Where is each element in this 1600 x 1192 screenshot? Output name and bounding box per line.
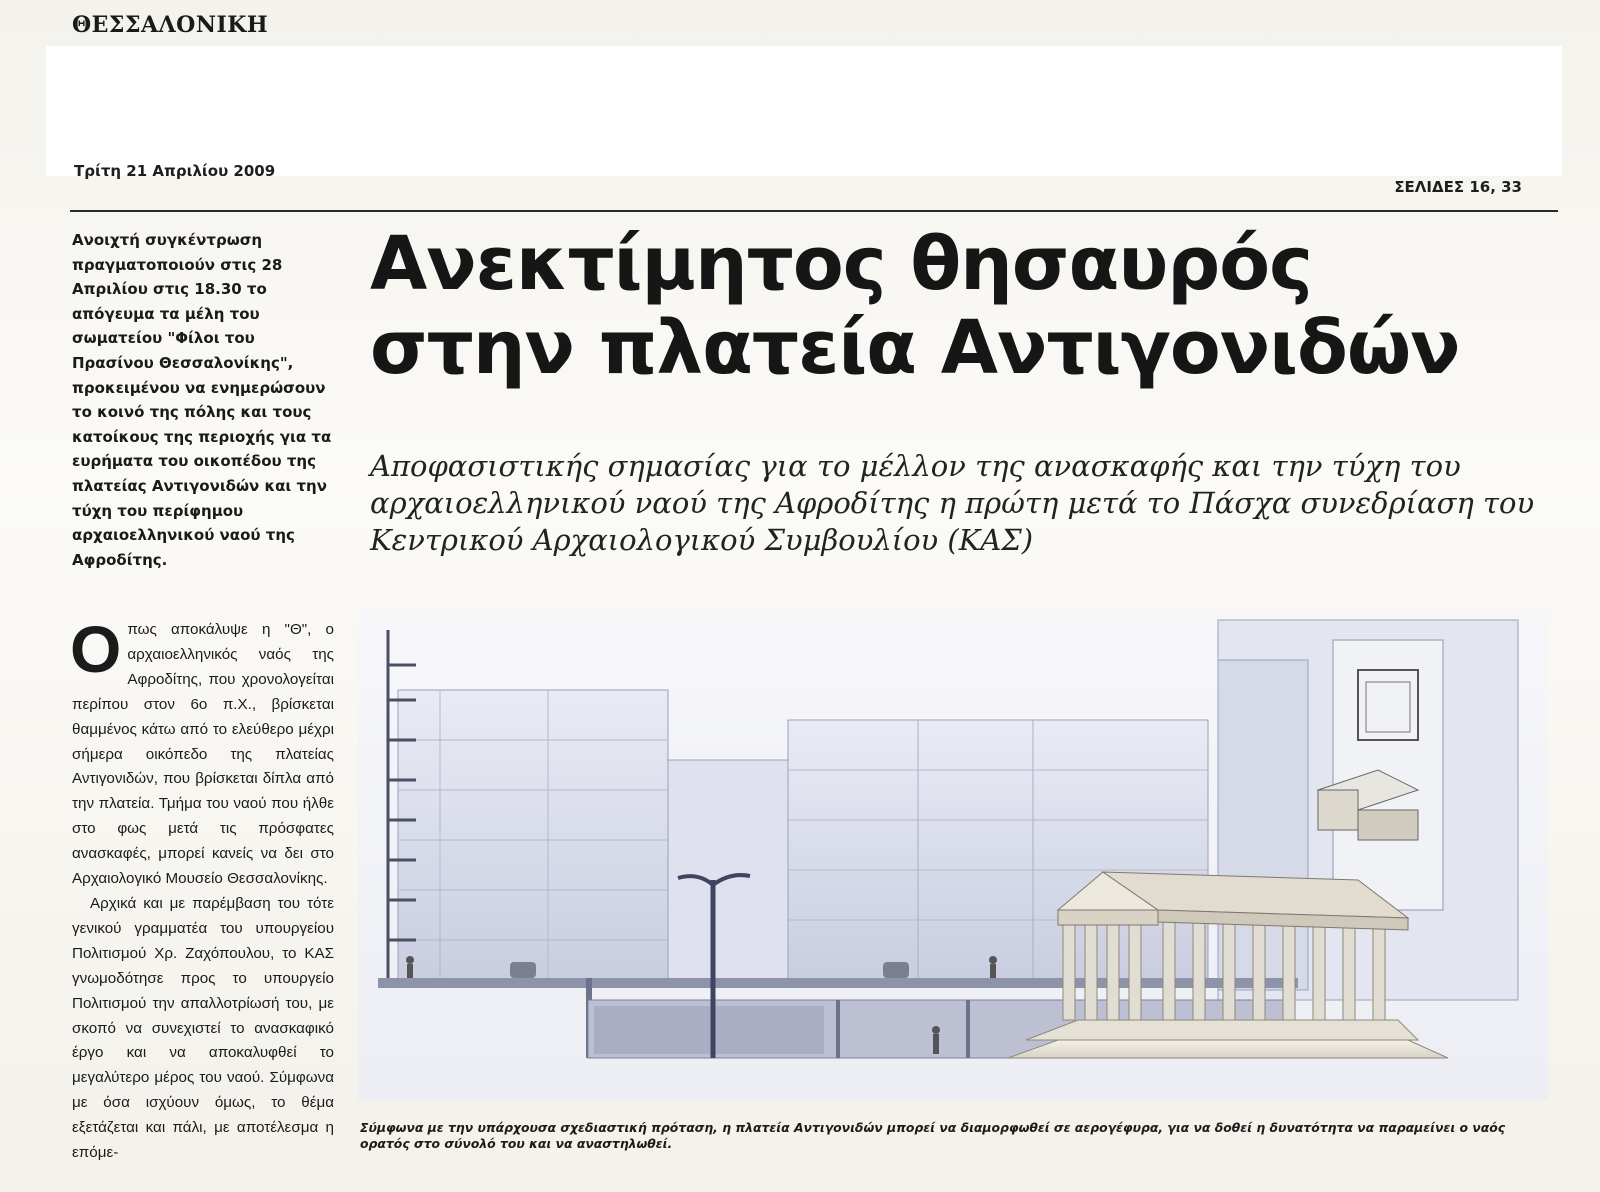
temple-illustration <box>358 610 1548 1100</box>
paragraph-2: Αρχικά και με παρέμβαση του τότε γενικού γραμματέα του υπουργείου Πολιτισμού Χρ. Ζαχόπουλου, το ΚΑΣ γνωμοδότησε προς το υπουργείο Πολιτισμού την απαλλοτρίωσή του, με σκοπό να συνεχιστεί το ανασκαφικό έργο και να αποκαλυφθεί το μεγαλύτερο μέρος του ναού. Σύμφωνα με όσα ισχύουν όμως, το θέμα εξετάζεται και πάλι, με αποτέλεσμα η επόμε- <box>72 894 334 1162</box>
sidebar-intro: Ανοιχτή συγκέντρωση πραγματοποιούν στις 28 Απριλίου στις 18.30 το απόγευμα τα μέλη του σωματείου "Φίλοι του Πρασίνου Θεσσαλονίκης", προκειμένου να ενημερώσουν το κοινό της πόλης και τους κατοίκους της περιοχής για τα ευρήματα του οικοπέδου της πλατείας Αντιγονιδών και την τύχη του περίφημου αρχαιοελληνικού ναού της Αφροδίτης. <box>72 231 332 569</box>
subheadline: Αποφασιστικής σημασίας για το μέλλον της ανασκαφής και την τύχη του αρχαιοελληνικού ναού της Αφροδίτης η πρώτη μετά το Πάσχα συνεδρίαση του Κεντρικού Αρχαιολογικού Συμβουλίου (ΚΑΣ) <box>370 449 1535 557</box>
page-numbers: ΣΕΛΙΔΕΣ 16, 33 <box>1394 178 1522 196</box>
issue-date: Τρίτη 21 Απριλίου 2009 <box>74 162 276 180</box>
newspaper-masthead: ΘΕΣΣΑΛΟΝΙΚΗ <box>72 12 269 38</box>
header-rule <box>70 210 1558 212</box>
headline <box>370 222 1550 390</box>
article-body <box>70 612 334 1166</box>
redacted-area <box>46 46 1562 176</box>
headline-line-1: Ανεκτίμητος θησαυρός <box>370 221 1312 307</box>
image-caption: Σύμφωνα με την υπάρχουσα σχεδιαστική πρόταση, η πλατεία Αντιγονιδών μπορεί να διαμορφωθεί σε αερογέφυρα, για να δοθεί η δυνατότητα να παραμείνει ο ναός ορατός στο σύνολό του και να αναστηλωθεί. <box>360 1120 1506 1151</box>
paragraph-1 <box>70 612 334 892</box>
headline-line-2: στην πλατεία Αντιγονιδών <box>370 305 1460 391</box>
drop-cap: Ο <box>70 612 122 686</box>
paragraph-1-text: πως αποκάλυψε η "Θ", ο αρχαιοελληνικός ναός της Αφροδίτης, που χρονολογείται περίπου στον 6ο π.Χ., βρίσκεται θαμμένος κάτω από το ελεύθερο μέχρι σήμερα οικόπεδο της πλατείας Αντιγονιδών, που βρίσκεται δίπλα από την πλατεία. Τμήμα του ναού που ήλθε στο φως μετά τις πρόσφατες ανασκαφές, μπορεί κανείς να δει στο Αρχαιολογικό Μουσείο Θεσσαλονίκης. <box>72 621 334 888</box>
